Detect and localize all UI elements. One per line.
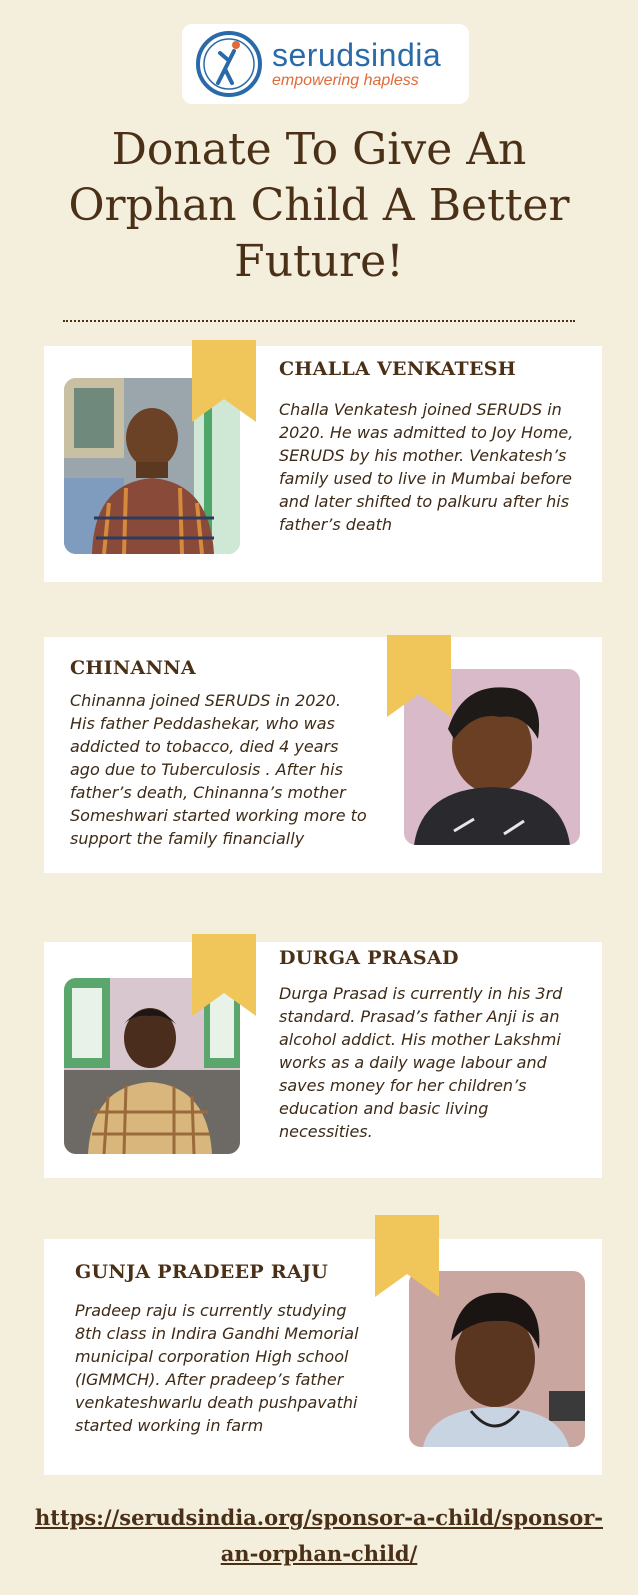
child-name: GUNJA PRADEEP RAJU (75, 1261, 329, 1283)
child-description: Pradeep raju is currently studying 8th class in Indira Gandhi Memorial municipal corporation High school (IGMMCH). After pradeep’s father venkateshwarlu death pushpavathi started working in farm (75, 1301, 359, 1435)
child-photo (409, 1271, 585, 1447)
logo-name: serudsindia (272, 37, 442, 73)
child-card (44, 942, 602, 1178)
child-description: Challa Venkatesh joined SERUDS in 2020. He was admitted to Joy Home, SERUDS by his mother. Venkatesh’s family used to live in Mumbai before and later shifted to palkuru after his father’s death (279, 400, 574, 534)
ribbon-bookmark (375, 1215, 439, 1297)
sponsor-link[interactable]: https://serudsindia.org/sponsor-a-child/sponsor-an-orphan-child/ (34, 1505, 603, 1566)
child-card (44, 637, 602, 873)
child-description: Chinanna joined SERUDS in 2020. His father Peddashekar, who was addicted to tobacco, died 4 years ago due to Tuberculosis . After his father’s death, Chinanna’s mother Someshwari started working more to support the family financially (70, 691, 367, 848)
child-card (44, 346, 602, 582)
child-name: CHINANNA (70, 657, 196, 679)
logo-tagline: empowering hapless (272, 72, 419, 89)
logo (182, 24, 469, 104)
child-description: Durga Prasad is currently in his 3rd standard. Prasad’s father Anji is an alcohol addict. His mother Lakshmi works as a daily wage labour and saves money for her children’s education and basic living necessities. (279, 984, 563, 1141)
child-name: DURGA PRASAD (279, 947, 459, 969)
child-name: CHALLA VENKATESH (279, 358, 517, 380)
child-card (44, 1239, 602, 1475)
person-reaching-up-icon (194, 29, 264, 99)
page-title: Donate To Give An Orphan Child A Better Future! (68, 124, 570, 287)
divider (63, 320, 575, 322)
child-photo (64, 978, 240, 1154)
